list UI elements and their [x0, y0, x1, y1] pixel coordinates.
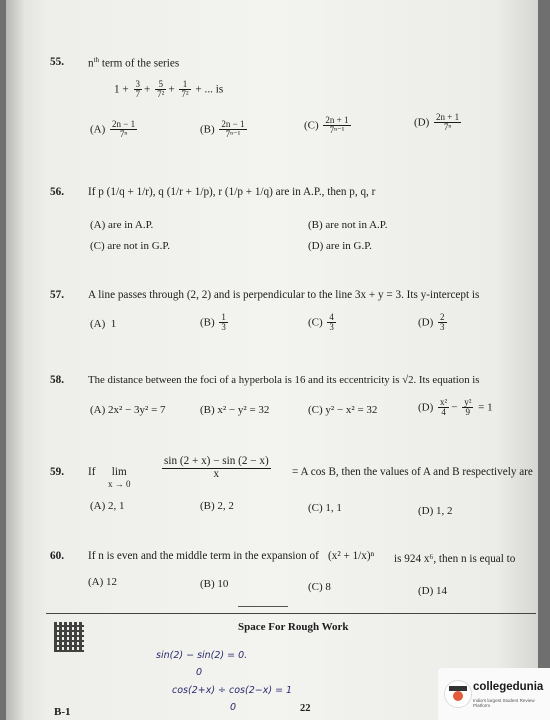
question-number: 57.	[50, 289, 64, 301]
option-56-c: (C) are not in G.P.	[90, 240, 171, 252]
handwritten-note-1: sin(2) − sin(2) = 0.	[156, 650, 248, 661]
question-text: = A cos B, then the values of A and B respectively are	[292, 466, 533, 478]
watermark-tagline: India's largest Student Review Platform	[473, 698, 535, 708]
option-60-b: (B) 10	[200, 578, 229, 590]
option-60-c: (C) 8	[308, 581, 331, 593]
page-binding-shadow	[6, 0, 24, 720]
option-57-a: (A) 1	[90, 318, 117, 330]
option-57-c: (C) $\frac{4}{3}$	[308, 312, 334, 333]
handwritten-note-2: 0	[196, 667, 203, 678]
question-number: 60.	[50, 550, 64, 562]
option-59-d: (D) 1, 2	[418, 505, 453, 517]
option-57-b: (B) $\frac{1}{3}$	[200, 312, 226, 333]
option-55-d: (D) $\frac{2n + 1}{\text{7ⁿ}}$	[414, 112, 460, 133]
rough-work-heading: Space For Rough Work	[238, 621, 349, 633]
option-58-b: (B) x² − y² = 32	[200, 404, 270, 416]
question-text: The distance between the foci of a hyperbola is 16 and its eccentricity is √2. Its equation is	[88, 374, 480, 386]
limit-operator: lim x → 0	[108, 466, 131, 490]
option-55-c: (C) $\frac{2n + 1}{\text{7ⁿ⁻¹}}$	[304, 115, 349, 136]
option-56-d: (D) are in G.P.	[308, 240, 372, 252]
page-code: B-1	[54, 706, 71, 718]
handwritten-note-4: 0	[230, 702, 237, 713]
question-text: $n^{th}$ term of the series	[88, 56, 180, 70]
question-text-end: is 924 x⁶, then n is equal to	[394, 553, 516, 565]
question-number: 56.	[50, 186, 64, 198]
limit-fraction: $\frac{\sin (2 + x) - \sin (2 - x)}{x}$	[164, 455, 269, 480]
option-55-a: (A) $\frac{2n - 1}{\text{7ⁿ}}$	[90, 119, 136, 140]
qr-code-icon	[54, 622, 84, 652]
option-58-d: (D) $\frac{\text{x²}}{4}$ − $\frac{\text{y²}}{9}$ = 1	[418, 397, 493, 418]
handwritten-note-3: cos(2+x) ÷ cos(2−x) = 1	[172, 685, 293, 696]
option-60-d: (D) 14	[418, 585, 448, 597]
option-60-a: (A) 12	[88, 576, 118, 588]
question-text: A line passes through (2, 2) and is perpendicular to the line 3x + y = 3. Its y-intercept is	[88, 289, 480, 301]
page-number: 22	[300, 703, 311, 714]
watermark-name: collegedunia	[473, 681, 544, 693]
option-59-a: (A) 2, 1	[90, 500, 125, 512]
exam-page	[6, 0, 538, 720]
question-number: 59.	[50, 466, 64, 478]
question-text: If p (1/q + 1/r), q (1/r + 1/p), r (1/p + 1/q) are in A.P., then p, q, r	[88, 186, 376, 198]
option-56-b: (B) are not in A.P.	[308, 219, 388, 231]
series-expression: 1 + $\frac{3}{7}$ + $\frac{5}{\text{7²}}$ + $\frac{1}{\text{7²}}$ + ... is	[114, 79, 224, 100]
question-number: 58.	[50, 374, 64, 386]
option-58-a: (A) 2x² − 3y² = 7	[90, 404, 166, 416]
option-55-b: (B) $\frac{2n - 1}{\text{7ⁿ⁻¹}}$	[200, 119, 245, 140]
question-number: 55.	[50, 56, 64, 68]
option-58-c: (C) y² − x² = 32	[308, 404, 378, 416]
student-mascot-icon	[444, 680, 472, 708]
divider	[46, 613, 536, 614]
option-56-a: (A) are in A.P.	[90, 219, 154, 231]
question-text-start: If n is even and the middle term in the expansion of	[88, 550, 319, 562]
binomial-expansion: (x² + 1/x)ⁿ	[328, 550, 375, 562]
option-57-d: (D) $\frac{2}{3}$	[418, 312, 445, 333]
option-59-b: (B) 2, 2	[200, 500, 234, 512]
collegedunia-watermark	[438, 668, 550, 720]
divider-short	[238, 606, 288, 607]
option-59-c: (C) 1, 1	[308, 502, 342, 514]
question-if: If	[88, 466, 96, 478]
